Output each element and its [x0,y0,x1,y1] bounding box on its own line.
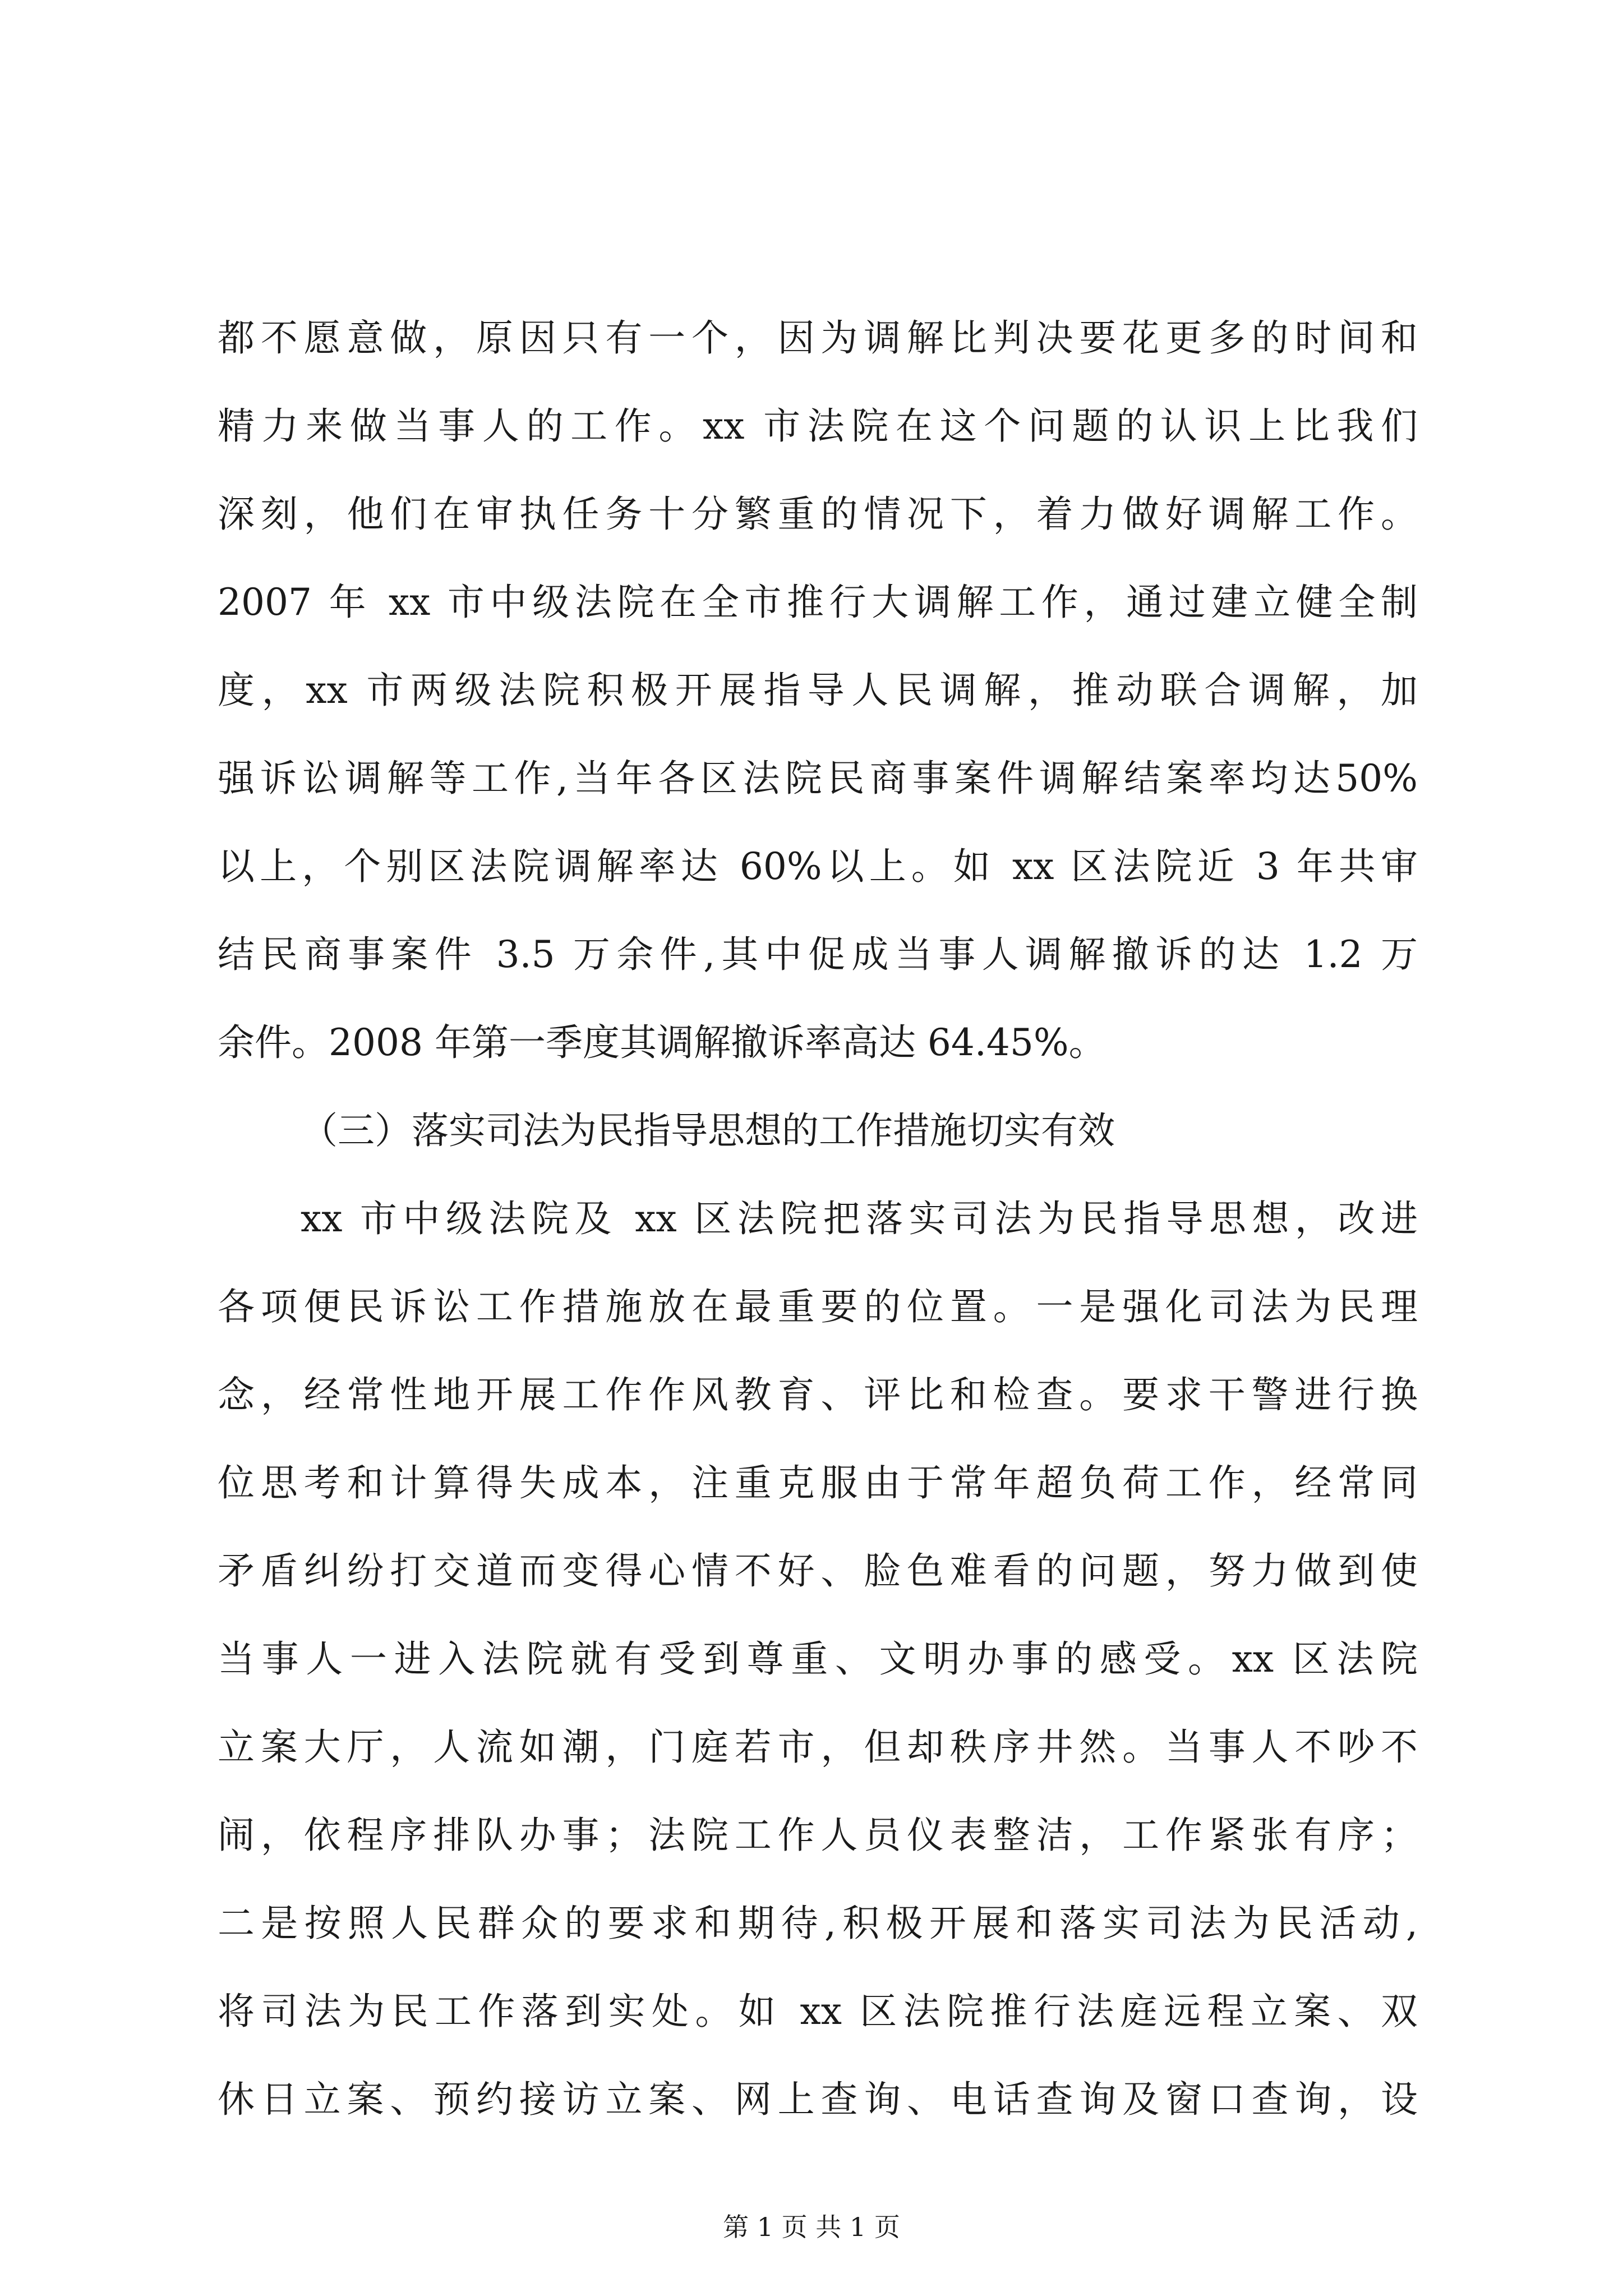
paragraph-2-line-2: 各项便民诉讼工作措施放在最重要的位置。一是强化司法为民理 [218,1285,1418,1328]
paragraph-1-line-2: 精力来做当事人的工作。xx 市法院在这个问题的认识上比我们 [218,404,1418,448]
paragraph-1-line-8: 结民商事案件 3.5 万余件,其中促成当事人调解撤诉的达 1.2 万 [218,933,1418,976]
paragraph-2-line-11: 休日立案、预约接访立案、网上查询、电话查询及窗口查询，设 [218,2078,1418,2121]
page-number-footer: 第 1 页 共 1 页 [723,2212,900,2242]
paragraph-1-line-5: 度，xx 市两级法院积极开展指导人民调解，推动联合调解，加 [218,669,1418,712]
paragraph-2-line-8: 闹，依程序排队办事；法院工作人员仪表整洁，工作紧张有序； [218,1814,1418,1857]
paragraph-1-line-6: 强诉讼调解等工作,当年各区法院民商事案件调解结案率均达50% [218,757,1418,800]
paragraph-2-line-5: 矛盾纠纷打交道而变得心情不好、脸色难看的问题，努力做到使 [218,1549,1418,1593]
paragraph-1-line-7: 以上，个别区法院调解率达 60%以上。如 xx 区法院近 3 年共审 [218,845,1418,888]
paragraph-2-line-6: 当事人一进入法院就有受到尊重、文明办事的感受。xx 区法院 [218,1637,1418,1681]
paragraph-1-line-4: 2007 年 xx 市中级法院在全市推行大调解工作，通过建立健全制 [218,581,1418,624]
paragraph-2-line-3: 念，经常性地开展工作作风教育、评比和检查。要求干警进行换 [218,1373,1418,1416]
paragraph-1-line-3: 深刻，他们在审执任务十分繁重的情况下，着力做好调解工作。 [218,493,1418,536]
paragraph-2-line-4: 位思考和计算得失成本，注重克服由于常年超负荷工作，经常同 [218,1461,1418,1504]
paragraph-2-line-7: 立案大厅，人流如潮，门庭若市，但却秩序井然。当事人不吵不 [218,1726,1418,1769]
paragraph-2-line-10: 将司法为民工作落到实处。如 xx 区法院推行法庭远程立案、双 [218,1990,1418,2033]
paragraph-2-line-1: xx 市中级法院及 xx 区法院把落实司法为民指导思想，改进 [301,1197,1418,1240]
section-heading: （三）落实司法为民指导思想的工作措施切实有效 [301,1109,1115,1152]
paragraph-2-line-9: 二是按照人民群众的要求和期待,积极开展和落实司法为民活动, [218,1902,1418,1945]
paragraph-1-line-9: 余件。2008 年第一季度其调解撤诉率高达 64.45%。 [218,1021,1106,1064]
paragraph-1-line-1: 都不愿意做，原因只有一个，因为调解比判决要花更多的时间和 [218,316,1418,360]
